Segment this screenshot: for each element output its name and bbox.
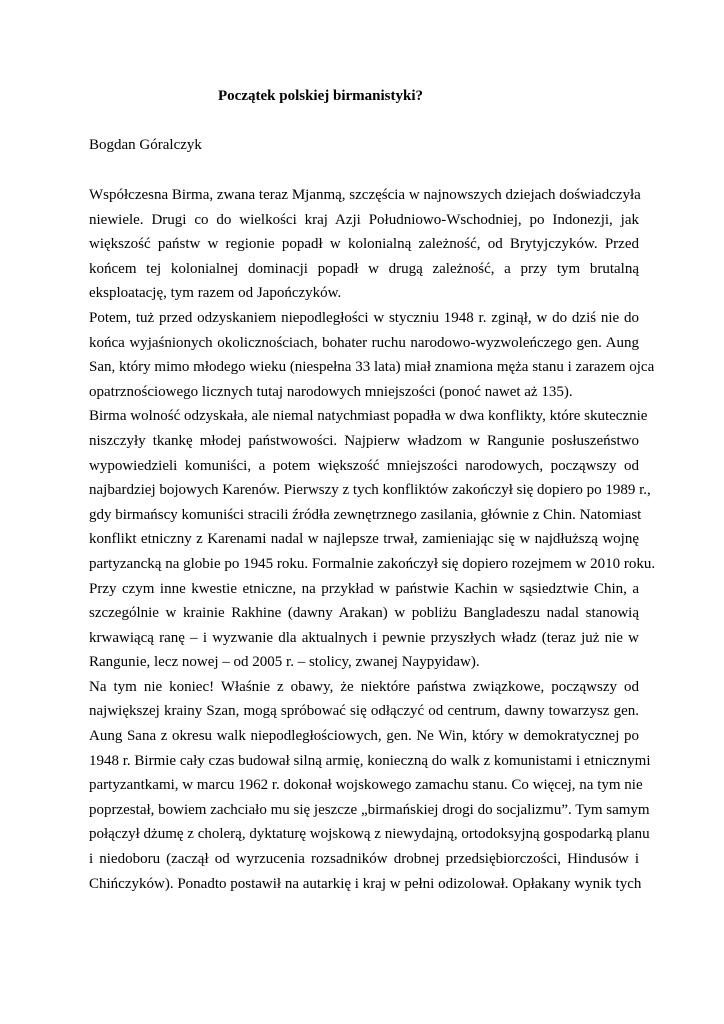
body-text-line: gdy birmańscy komuniści stracili źródła zewnętrznego zasilania, głównie z Chin. Natomiast	[89, 506, 642, 523]
body-text-line: wypowiedzieli komuniści, a potem większość mniejszości narodowych, począwszy od	[89, 457, 639, 474]
document-body	[89, 183, 656, 896]
document-author: Bogdan Góralczyk	[89, 137, 202, 153]
body-text-line: krwawiącą ranę – i wyzwanie dla aktualnych i pewnie przyszłych władz (teraz już nie w	[89, 629, 639, 646]
body-text-line: Rangunie, lecz nowej – od 2005 r. – stolicy, zwanej Naypyidaw).	[89, 654, 480, 671]
body-text-line: szczególnie w krainie Rakhine (dawny Arakan) w pobliżu Bangladeszu nadal stanowią	[89, 605, 639, 622]
body-text-line: 1948 r. Birmie cały czas budował silną armię, konieczną do walk z komunistami i etnicznymi	[89, 752, 651, 769]
body-text-line: największej krainy Szan, mogą spróbować się odłączyć od centrum, dawny towarzysz gen.	[89, 703, 639, 720]
body-text-line: Potem, tuż przed odzyskaniem niepodległości w styczniu 1948 r. zginął, w do dziś nie do	[89, 309, 639, 326]
body-text-line: i niedoboru (zaczął od wyrzucenia rozsadników drobnej przedsiębiorczości, Hindusów i	[89, 851, 639, 868]
body-text-line: Na tym nie koniec! Właśnie z obawy, że niektóre państwa związkowe, począwszy od	[89, 678, 639, 695]
body-text-line: poprzestał, bowiem zachciało mu się jeszcze „birmańskiej drogi do socjalizmu”. Tym samym	[89, 801, 650, 818]
body-text-line: większość państw w regionie popadł w kolonialną zależność, od Brytyjczyków. Przed	[89, 236, 639, 253]
body-text-line: Chińczyków). Ponadto postawił na autarkię i kraj w pełni odizolował. Opłakany wynik tych	[89, 875, 642, 892]
body-text-line: partyzancką na globie po 1945 roku. Formalnie zakończył się dopiero rozejmem w 2010 roku.	[89, 555, 656, 572]
body-text-line: końca wyjaśnionych okolicznościach, bohater ruchu narodowo-wyzwoleńczego gen. Aung	[89, 334, 639, 351]
body-text-line: eksploatację, tym razem od Japończyków.	[89, 285, 342, 302]
document-title: Początek polskiej birmanistyki?	[218, 88, 423, 104]
body-text-line: opatrznościowego licznych tutaj narodowych mniejszości (ponoć nawet aż 135).	[89, 383, 573, 400]
body-text-line: Aung Sana z okresu walk niepodległościowych, gen. Ne Win, który w demokratycznej po	[89, 728, 639, 745]
body-text-line: połączył dżumę z cholerą, dyktaturę wojskową z niewydajną, ortodoksyjną gospodarką planu	[89, 826, 650, 843]
body-text-line: niewiele. Drugi co do wielkości kraj Azji Południowo-Wschodniej, po Indonezji, jak	[89, 211, 639, 228]
body-text-line: końcem tej kolonialnej dominacji popadł w drugą zależność, a przy tym brutalną	[89, 260, 639, 277]
body-text-line: najbardziej bojowych Karenów. Pierwszy z tych konfliktów zakończył się dopiero po 1989 r.,	[89, 482, 651, 499]
body-text-line: San, który mimo młodego wieku (niespełna 33 lata) miał znamiona męża stanu i zarazem ojca	[89, 359, 655, 376]
body-text-line: Przy czym inne kwestie etniczne, na przykład w państwie Kachin w sąsiedztwie Chin, a	[89, 580, 639, 597]
body-text-line: Birma wolność odzyskała, ale niemal natychmiast popadła w dwa konflikty, które skutecznie	[89, 408, 648, 425]
body-text-line: niszczyły tkankę młodej państwowości. Najpierw władzom w Rangunie posłuszeństwo	[89, 432, 639, 449]
body-text-line: Współczesna Birma, zwana teraz Mjanmą, szczęścia w najnowszych dziejach doświadczyła	[89, 187, 641, 203]
body-text-line: konflikt etniczny z Karenami nadal w najlepsze trwał, zamieniając się w najdłuższą wojnę	[89, 531, 639, 548]
body-text-line: partyzantkami, w marcu 1962 r. dokonał wojskowego zamachu stanu. Co więcej, na tym nie	[89, 777, 643, 794]
